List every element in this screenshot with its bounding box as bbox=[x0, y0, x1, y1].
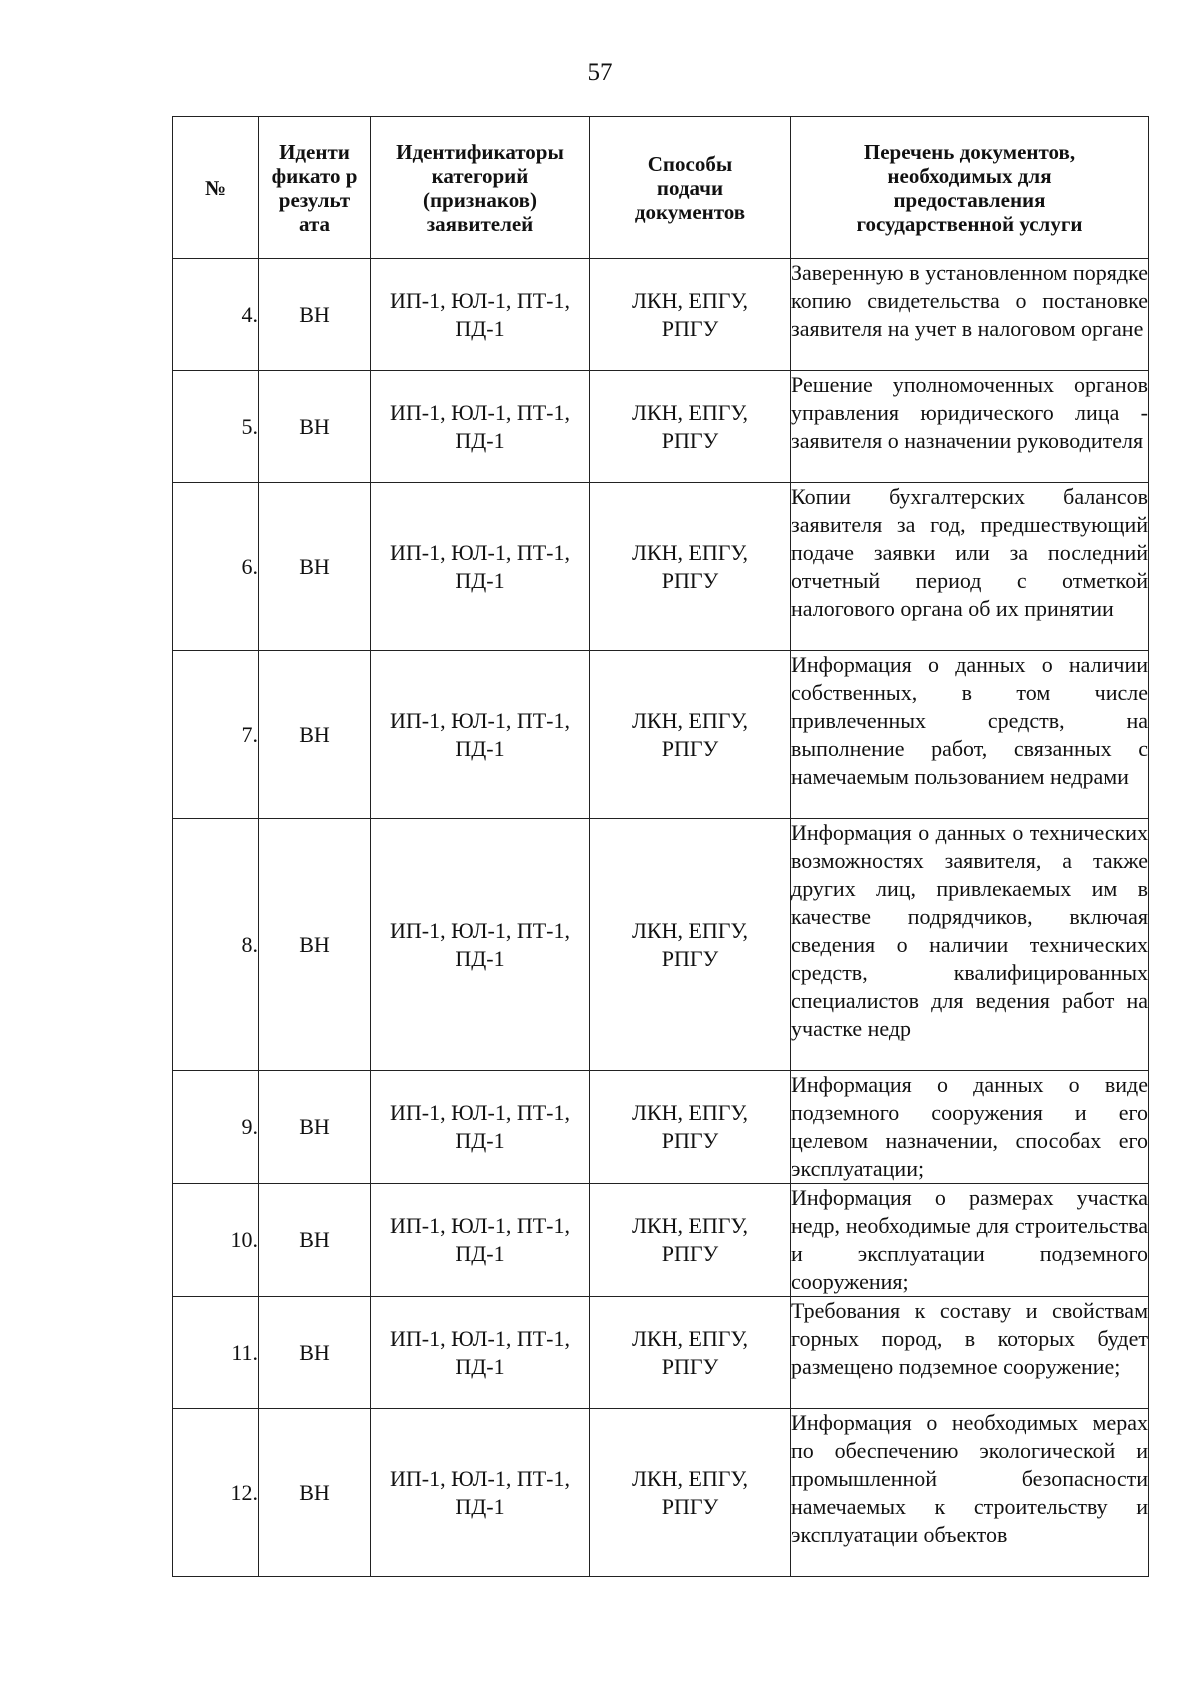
row-number: 12. bbox=[173, 1409, 259, 1577]
row-number: 4. bbox=[173, 259, 259, 371]
row-documents: Информация о данных о виде подземного сооружения и его целевом назначении, способах его эксплуатации; bbox=[791, 1071, 1149, 1184]
table-row bbox=[173, 1184, 1149, 1297]
header-number: № bbox=[173, 117, 259, 259]
row-categories: ИП-1, ЮЛ-1, ПТ-1, ПД-1 bbox=[371, 651, 590, 819]
row-methods: ЛКН, ЕПГУ, РПГУ bbox=[590, 819, 791, 1071]
header-categories: Идентификаторы категорий (признаков) заявителей bbox=[371, 117, 590, 259]
table-row bbox=[173, 259, 1149, 371]
row-documents: Информация о данных о технических возможностях заявителя, а также других лиц, привлекаемых им в качестве подрядчиков, включая сведения о наличии технических средств, квалифицированных специалистов для ведения работ на участке недр bbox=[791, 819, 1149, 1071]
row-documents: Информация о необходимых мерах по обеспечению экологической и промышленной безопасности намечаемых к строительству и эксплуатации объектов bbox=[791, 1409, 1149, 1577]
row-result-id: ВН bbox=[259, 1297, 371, 1409]
row-result-id: ВН bbox=[259, 819, 371, 1071]
row-result-id: ВН bbox=[259, 1409, 371, 1577]
row-number: 6. bbox=[173, 483, 259, 651]
row-methods: ЛКН, ЕПГУ, РПГУ bbox=[590, 371, 791, 483]
table-header-row bbox=[173, 117, 1149, 259]
row-categories: ИП-1, ЮЛ-1, ПТ-1, ПД-1 bbox=[371, 1184, 590, 1297]
row-categories: ИП-1, ЮЛ-1, ПТ-1, ПД-1 bbox=[371, 371, 590, 483]
row-categories: ИП-1, ЮЛ-1, ПТ-1, ПД-1 bbox=[371, 259, 590, 371]
header-result-id: Иденти фикато р результ ата bbox=[259, 117, 371, 259]
row-number: 8. bbox=[173, 819, 259, 1071]
documents-table bbox=[172, 116, 1149, 1577]
row-result-id: ВН bbox=[259, 259, 371, 371]
row-documents: Информация о размерах участка недр, необходимые для строительства и эксплуатации подземного сооружения; bbox=[791, 1184, 1149, 1297]
row-methods: ЛКН, ЕПГУ, РПГУ bbox=[590, 1071, 791, 1184]
table-row bbox=[173, 819, 1149, 1071]
row-methods: ЛКН, ЕПГУ, РПГУ bbox=[590, 259, 791, 371]
table-row bbox=[173, 371, 1149, 483]
row-number: 5. bbox=[173, 371, 259, 483]
row-number: 7. bbox=[173, 651, 259, 819]
table-row bbox=[173, 1071, 1149, 1184]
table-row bbox=[173, 1297, 1149, 1409]
page-number: 57 bbox=[587, 59, 613, 86]
row-categories: ИП-1, ЮЛ-1, ПТ-1, ПД-1 bbox=[371, 483, 590, 651]
row-number: 9. bbox=[173, 1071, 259, 1184]
row-number: 10. bbox=[173, 1184, 259, 1297]
row-result-id: ВН bbox=[259, 1071, 371, 1184]
row-result-id: ВН bbox=[259, 1184, 371, 1297]
row-categories: ИП-1, ЮЛ-1, ПТ-1, ПД-1 bbox=[371, 819, 590, 1071]
table-row bbox=[173, 1409, 1149, 1577]
header-methods: Способы подачи документов bbox=[590, 117, 791, 259]
row-documents: Требования к составу и свойствам горных пород, в которых будет размещено подземное сооружение; bbox=[791, 1297, 1149, 1409]
row-result-id: ВН bbox=[259, 651, 371, 819]
row-categories: ИП-1, ЮЛ-1, ПТ-1, ПД-1 bbox=[371, 1071, 590, 1184]
row-categories: ИП-1, ЮЛ-1, ПТ-1, ПД-1 bbox=[371, 1409, 590, 1577]
row-methods: ЛКН, ЕПГУ, РПГУ bbox=[590, 1409, 791, 1577]
row-number: 11. bbox=[173, 1297, 259, 1409]
row-documents: Информация о данных о наличии собственных, в том числе привлеченных средств, на выполнение работ, связанных с намечаемым пользованием недрами bbox=[791, 651, 1149, 819]
row-methods: ЛКН, ЕПГУ, РПГУ bbox=[590, 483, 791, 651]
row-result-id: ВН bbox=[259, 483, 371, 651]
row-methods: ЛКН, ЕПГУ, РПГУ bbox=[590, 651, 791, 819]
row-documents: Копии бухгалтерских балансов заявителя за год, предшествующий подаче заявки или за последний отчетный период с отметкой налогового органа об их принятии bbox=[791, 483, 1149, 651]
table-row bbox=[173, 651, 1149, 819]
row-documents: Решение уполномоченных органов управления юридического лица - заявителя о назначении руководителя bbox=[791, 371, 1149, 483]
table-row bbox=[173, 483, 1149, 651]
row-methods: ЛКН, ЕПГУ, РПГУ bbox=[590, 1184, 791, 1297]
header-documents: Перечень документов, необходимых для предоставления государственной услуги bbox=[791, 117, 1149, 259]
row-methods: ЛКН, ЕПГУ, РПГУ bbox=[590, 1297, 791, 1409]
row-categories: ИП-1, ЮЛ-1, ПТ-1, ПД-1 bbox=[371, 1297, 590, 1409]
row-documents: Заверенную в установленном порядке копию свидетельства о постановке заявителя на учет в налоговом органе bbox=[791, 259, 1149, 371]
row-result-id: ВН bbox=[259, 371, 371, 483]
